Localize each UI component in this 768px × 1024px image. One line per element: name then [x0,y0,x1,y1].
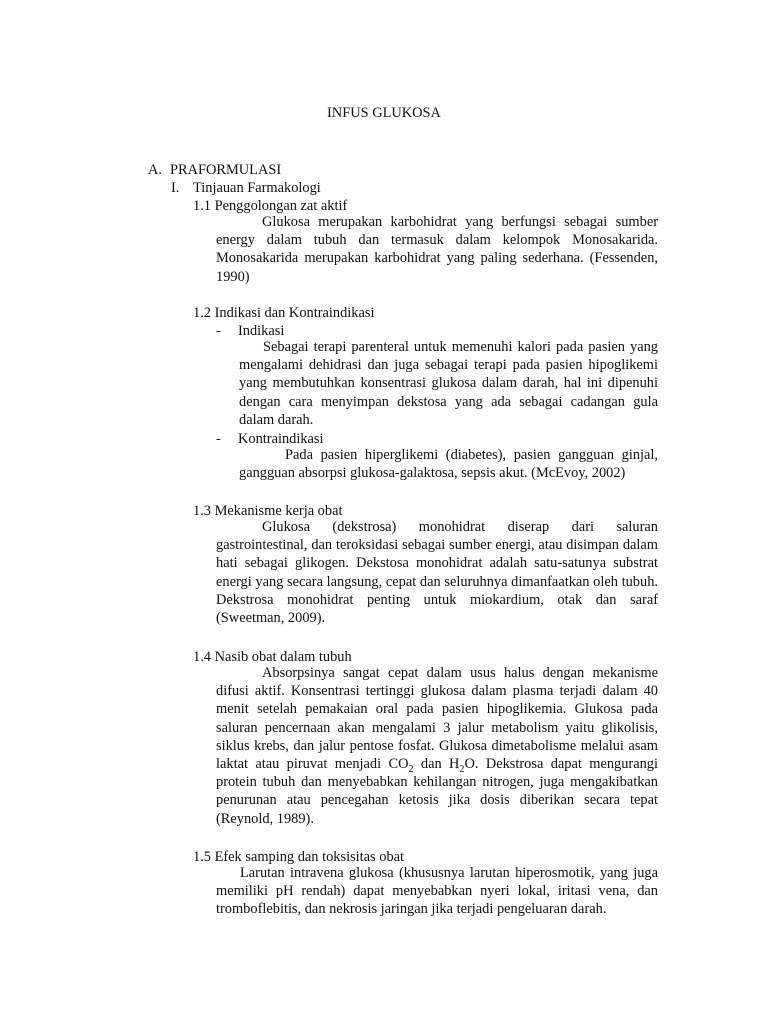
paragraph-1-4-part-a: Absorpsinya sangat cepat dalam usus halus dengan mekanisme difusi aktif. Konsentrasi tertinggi glukosa dalam plasma terjadi dalam 40 menit setelah pemakaian oral pada pasien hipoglikemia. Glukosa pada saluran pencernaan akan mengalami 3 jalur metabolism yaitu glikolisis, siklus krebs, dan jalur pentose fosfat. Glukosa dimetabolisme melalui asam laktat atau piruvat menjadi CO [216,665,658,773]
subscript-co2: 2 [408,763,414,775]
section-label: PRAFORMULASI [170,162,282,178]
heading-1-1: 1.1 Penggolongan zat aktif [193,198,348,214]
subsection-marker: I. [171,180,180,196]
paragraph-1-4-part-c: O. Dekstrosa dapat mengurangi protein tubuh dan menyebabkan kehilangan nitrogen, juga mengakibatkan penurunan atau pencegahan ketosis jika dosis diberikan secara tepat (Reynold, 1989). [216,756,658,827]
bullet-dash: - [216,431,221,447]
heading-1-3: 1.3 Mekanisme kerja obat [193,503,343,519]
subscript-h2o: 2 [459,763,465,775]
paragraph-1-3: Glukosa (dekstrosa) monohidrat diserap dari saluran gastrointestinal, dan teroksidasi sebagai sumber energi, atau disimpan dalam hati sebagai glikogen. Dekstosa monohidrat adalah satu-satunya substrat energi yang secara langsung, cepat dan seluruhnya dimanfaatkan oleh tubuh. Dekstrosa monohidrat penting untuk miokardium, otak dan saraf (Sweetman, 2009). [216,519,658,627]
bullet-label-indikasi: Indikasi [238,323,285,339]
document-title: INFUS GLUKOSA [327,105,441,121]
bullet-label-kontraindikasi: Kontraindikasi [238,431,324,447]
paragraph-kontraindikasi: Pada pasien hiperglikemi (diabetes), pasien gangguan ginjal, gangguan absorpsi glukosa-galaktosa, sepsis akut. (McEvoy, 2002) [239,447,658,482]
paragraph-1-4-part-b: dan H [413,756,460,773]
paragraph-1-1: Glukosa merupakan karbohidrat yang berfungsi sebagai sumber energy dalam tubuh dan termasuk dalam kelompok Monosakarida. Monosakarida merupakan karbohidrat yang paling sederhana. (Fessenden, 1990) [216,214,658,285]
heading-1-2: 1.2 Indikasi dan Kontraindikasi [193,305,375,321]
section-heading-praformulasi [148,161,281,179]
heading-1-5: 1.5 Efek samping dan toksisitas obat [193,849,405,865]
subsection-label: Tinjauan Farmakologi [193,180,321,196]
paragraph-indikasi: Sebagai terapi parenteral untuk memenuhi kalori pada pasien yang mengalami dehidrasi dan juga sebagai terapi pada pasien hipoglikemi yang membutuhkan konsentrasi glukosa dalam darah, hal ini dipenuhi dengan cara menyimpan dekstosa yang ada sebagai cadangan gula dalam darah. [239,339,658,428]
section-marker: A. [148,162,162,178]
bullet-dash: - [216,323,221,339]
subsection-heading-tinjauan [171,179,321,197]
heading-1-4: 1.4 Nasib obat dalam tubuh [193,649,352,665]
paragraph-1-5: Larutan intravena glukosa (khususnya larutan hiperosmotik, yang juga memiliki pH rendah) dapat menyebabkan nyeri lokal, iritasi vena, dan tromboflebitis, dan nekrosis jaringan jika terjadi pengeluaran darah. [216,865,658,918]
paragraph-1-4 [216,664,658,828]
